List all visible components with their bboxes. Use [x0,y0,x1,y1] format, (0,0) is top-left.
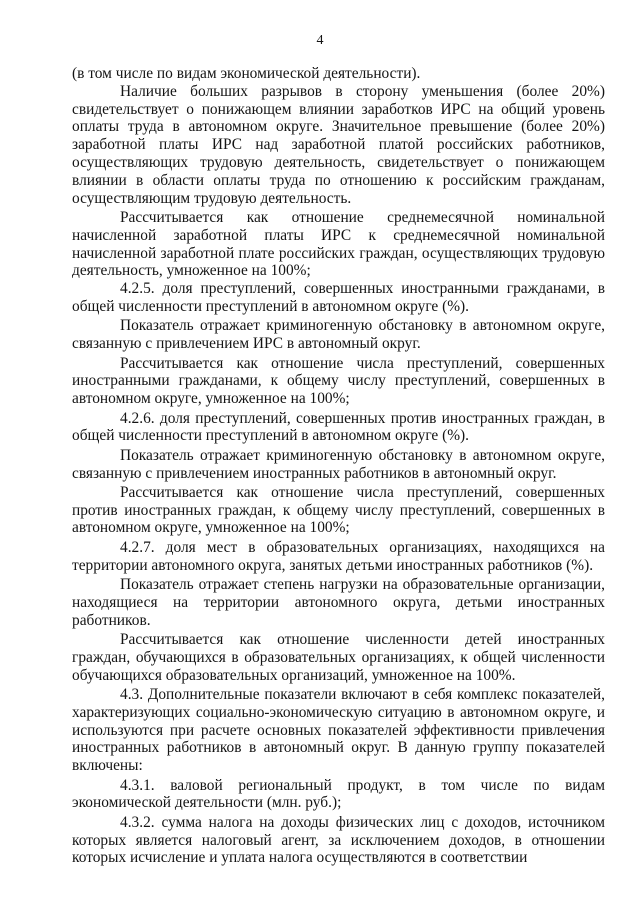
paragraph-item-4-2-6-description: Показатель отражает криминогенную обстановку в автономном округе, связанную с привлечением иностранных работников в автономный округ. [72,446,605,482]
paragraph-item-4-2-5: 4.2.5. доля преступлений, совершенных иностранными гражданами, в общей численности преступлений в автономном округе (%). [72,280,605,315]
paragraph-wage-calculation: Рассчитывается как отношение среднемесячной номинальной начисленной заработной платы ИРС к среднемесячной номинальной начисленной заработной плате российских граждан, осуществляющих трудовую деятельность, умноженное на 100%; [72,208,605,280]
paragraph-item-4-3: 4.3. Дополнительные показатели включают в себя комплекс показателей, характеризующих социально-экономическую ситуацию в автономном округе, и используются при расчете основных показателей эффективности привлечения иностранных работников в автономный округ. В данную группу показателей включены: [72,686,605,775]
paragraph-item-4-2-7: 4.2.7. доля мест в образовательных организациях, находящихся на территории автономного округа, занятых детьми иностранных работников (%). [72,538,605,574]
paragraph-item-4-3-2: 4.3.2. сумма налога на доходы физических лиц с доходов, источником которых является налоговый агент, за исключением доходов, в отношении которых исчисление и уплата налога осуществляются в соответствии [72,813,605,867]
paragraph-item-4-2-7-description: Показатель отражает степень нагрузки на образовательные организации, находящиеся на территории автономного округа, детьми иностранных работников. [72,576,605,629]
paragraph-wage-gap: Наличие больших разрывов в сторону уменьшения (более 20%) свидетельствует о понижающем влиянии заработков ИРС на общий уровень оплаты труда в автономном округе. Значительное превышение (более 20%) заработной платы ИРС над заработной платой российских работников, осуществляющих трудовую деятельность, свидетельствует о понижающем влиянии в области оплаты труда по отношению к российским гражданам, осуществляющим трудовую деятельность. [72,82,605,207]
body-text [72,65,605,867]
paragraph-item-4-3-1: 4.3.1. валовой региональный продукт, в том числе по видам экономической деятельности (млн. руб.); [72,776,605,812]
paragraph-item-4-2-5-description: Показатель отражает криминогенную обстановку в автономном округе, связанную с привлечением ИРС в автономный округ. [72,317,605,353]
paragraph-item-4-2-6: 4.2.6. доля преступлений, совершенных против иностранных граждан, в общей численности преступлений в автономном округе (%). [72,409,605,445]
paragraph-item-4-2-6-calculation: Рассчитывается как отношение числа преступлений, совершенных против иностранных граждан, к общему числу преступлений, совершенных в автономном округе, умноженное на 100%; [72,483,605,537]
paragraph-item-4-2-5-calculation: Рассчитывается как отношение числа преступлений, совершенных иностранными гражданами, к общему числу преступлений, совершенных в автономном округе, умноженное на 100%; [72,354,605,408]
paragraph-continuation: (в том числе по видам экономической деятельности). [72,65,421,82]
paragraph-item-4-2-7-calculation: Рассчитывается как отношение численности детей иностранных граждан, обучающихся в образовательных организациях, к общей численности обучающихся образовательных организаций, умноженное на 100%. [72,631,605,684]
page-number: 4 [316,33,324,48]
